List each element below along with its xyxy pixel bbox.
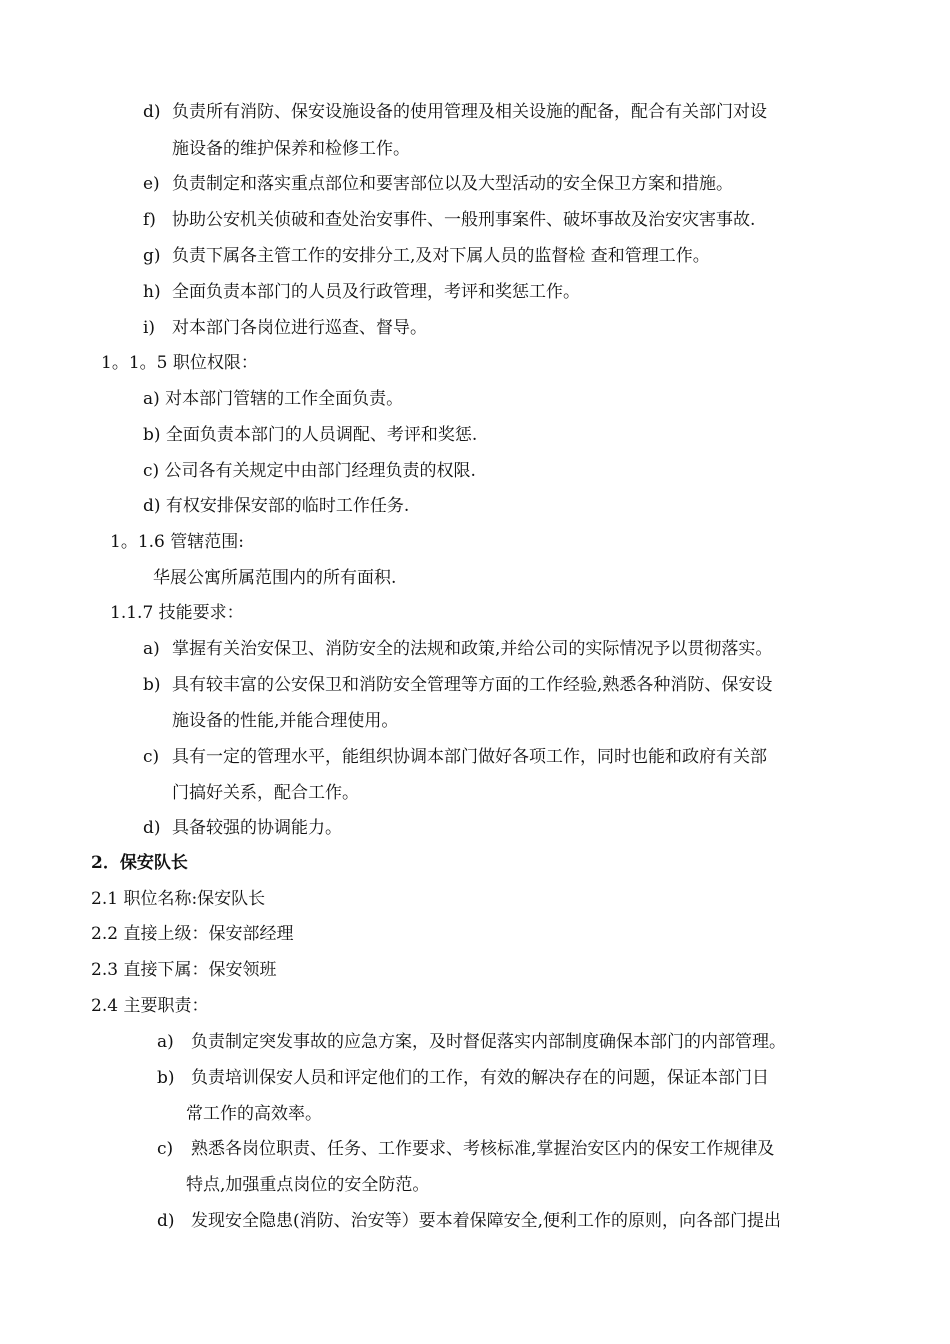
list-marker: g) [143, 246, 161, 266]
list-text: 负责培训保安人员和评定他们的工作，有效的解决存在的问题，保证本部门日 [191, 1068, 769, 1088]
field-line: 2.3 直接下属：保安领班 [91, 960, 277, 980]
authority-item: b) 全面负责本部门的人员调配、考评和奖惩. [143, 425, 478, 445]
duty-item-d [143, 101, 767, 123]
list-marker: d) [157, 1211, 175, 1231]
s2-duty-item-d [157, 1210, 781, 1232]
list-marker: e) [143, 174, 160, 194]
list-marker: d) [143, 102, 161, 122]
list-marker: a) [157, 1032, 174, 1052]
skill-item-a [143, 638, 772, 660]
list-marker: h) [143, 282, 161, 302]
list-text: 掌握有关治安保卫、消防安全的法规和政策,并给公司的实际情况予以贯彻落实。 [172, 639, 773, 659]
s2-duty-item-c [157, 1138, 774, 1160]
list-marker: c) [143, 747, 160, 767]
duty-item-g [143, 245, 710, 267]
field-line: 2.4 主要职责： [91, 996, 209, 1016]
field-line: 2.2 直接上级：保安部经理 [91, 924, 294, 944]
list-text: 具有一定的管理水平，能组织协调本部门做好各项工作，同时也能和政府有关部 [172, 747, 767, 767]
list-marker: b) [143, 675, 161, 695]
duty-item-i [143, 317, 427, 339]
list-text: 具备较强的协调能力。 [172, 818, 342, 838]
list-text: 协助公安机关侦破和查处治安事件、一般刑事案件、破坏事故及治安灾害事故. [172, 210, 756, 230]
list-marker: f) [143, 210, 156, 230]
authority-item: d) 有权安排保安部的临时工作任务. [143, 496, 410, 516]
s2-duty-item-c-continued: 特点,加强重点岗位的安全防范。 [186, 1175, 430, 1195]
list-text: 具有较丰富的公安保卫和消防安全管理等方面的工作经验,熟悉各种消防、保安设 [172, 675, 773, 695]
list-text: 负责制定突发事故的应急方案，及时督促落实内部制度确保本部门的内部管理。 [191, 1032, 786, 1052]
field-line: 2.1 职位名称:保安队长 [91, 889, 266, 909]
list-text: 全面负责本部门的人员及行政管理，考评和奖惩工作。 [172, 282, 580, 302]
scope-heading: 1。1.6 管辖范围: [110, 532, 244, 552]
skill-item-c [143, 746, 767, 768]
authority-item: a) 对本部门管辖的工作全面负责。 [143, 389, 404, 409]
duty-item-e [143, 173, 733, 195]
skill-item-b-continued: 施设备的性能,并能合理使用。 [172, 711, 399, 731]
list-marker: d) [143, 818, 161, 838]
authority-item: c) 公司各有关规定中由部门经理负责的权限. [143, 461, 476, 481]
duty-item-d-continued: 施设备的维护保养和检修工作。 [172, 139, 410, 159]
list-marker: a) [143, 639, 160, 659]
s2-duty-item-b [157, 1067, 769, 1089]
skill-item-b [143, 674, 772, 696]
list-marker: b) [157, 1068, 175, 1088]
skill-item-d [143, 817, 342, 839]
section-title: 2．保安队长 [91, 853, 188, 873]
scope-text: 华展公寓所属范围内的所有面积. [153, 568, 397, 588]
skill-item-c-continued: 门搞好关系，配合工作。 [172, 783, 359, 803]
s2-duty-item-a [157, 1031, 786, 1053]
list-text: 负责所有消防、保安设施设备的使用管理及相关设施的配备，配合有关部门对设 [172, 102, 767, 122]
list-marker: c) [157, 1139, 174, 1159]
list-text: 负责下属各主管工作的安排分工,及对下属人员的监督检 查和管理工作。 [172, 246, 710, 266]
list-text: 对本部门各岗位进行巡查、督导。 [172, 318, 427, 338]
skills-heading: 1.1.7 技能要求： [110, 603, 244, 623]
duty-item-f [143, 209, 755, 231]
list-marker: i) [143, 318, 156, 338]
list-text: 发现安全隐患(消防、治安等）要本着保障安全,便利工作的原则，向各部门提出 [191, 1211, 782, 1231]
duty-item-h [143, 281, 580, 303]
authority-heading: 1。1。5 职位权限： [101, 353, 258, 373]
s2-duty-item-b-continued: 常工作的高效率。 [186, 1104, 322, 1124]
list-text: 负责制定和落实重点部位和要害部位以及大型活动的安全保卫方案和措施。 [172, 174, 733, 194]
list-text: 熟悉各岗位职责、任务、工作要求、考核标准,掌握治安区内的保安工作规律及 [191, 1139, 775, 1159]
